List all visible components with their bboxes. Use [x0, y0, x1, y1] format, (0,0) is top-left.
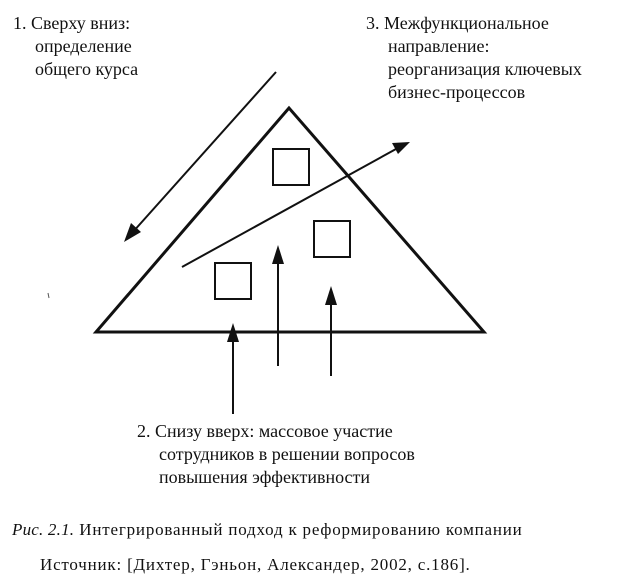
label-cross-functional-line-1: Межфункциональное	[384, 13, 549, 33]
unit-square-top	[273, 149, 309, 185]
unit-square-left	[215, 263, 251, 299]
label-cross-functional-number: 3.	[366, 13, 380, 33]
label-top-down-line-3: общего курса	[35, 59, 139, 79]
label-bottom-up-line-3: повышения эффективности	[159, 467, 371, 487]
scan-speck	[48, 293, 49, 298]
label-bottom-up-line-1: Снизу вверх: массовое участие	[155, 421, 393, 441]
company-triangle	[96, 108, 484, 332]
label-bottom-up	[137, 420, 415, 489]
label-top-down-number: 1.	[13, 13, 27, 33]
label-cross-functional-line-4: бизнес-процессов	[388, 82, 526, 102]
figure-title: Интегрированный подход к реформированию компании	[79, 520, 523, 539]
label-top-down-line-2: определение	[35, 36, 132, 56]
label-top-down	[13, 12, 138, 81]
label-top-down-line-1: Сверху вниз:	[31, 13, 131, 33]
bottom-up-arrow-left	[227, 323, 239, 414]
label-cross-functional-line-2: направление:	[388, 36, 490, 56]
figure-label: Рис. 2.1.	[12, 520, 75, 539]
unit-square-right	[314, 221, 350, 257]
label-bottom-up-number: 2.	[137, 421, 151, 441]
cross-functional-arrow	[182, 142, 410, 267]
label-cross-functional	[366, 12, 582, 104]
figure-source: Источник: [Дихтер, Гэньон, Александер, 2002, с.186].	[40, 555, 471, 574]
top-down-arrow	[124, 72, 276, 242]
label-cross-functional-line-3: реорганизация ключевых	[388, 59, 582, 79]
label-bottom-up-line-2: сотрудников в решении вопросов	[159, 444, 415, 464]
figure-caption	[12, 520, 523, 540]
bottom-up-arrow-middle	[272, 245, 284, 366]
